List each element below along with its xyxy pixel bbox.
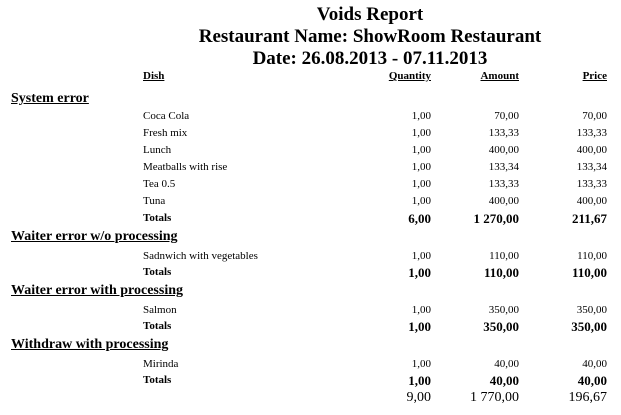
dish-name: Coca Cola — [143, 110, 190, 122]
quantity-value: 1,00 — [411, 358, 431, 370]
quantity-value: 1,00 — [411, 127, 431, 139]
group-title-withdraw-with-processing: Withdraw with processing — [11, 337, 169, 352]
dish-name: Lunch — [143, 144, 172, 156]
group-title-waiter-error-wo-processing: Waiter error w/o processing — [11, 229, 178, 244]
dish-name: Fresh mix — [143, 127, 188, 139]
column-header-dish: Dish — [143, 70, 165, 82]
totals-quantity: 1,00 — [408, 265, 431, 280]
amount-value: 133,33 — [488, 178, 519, 190]
quantity-value: 1,00 — [411, 110, 431, 122]
totals-amount: 350,00 — [483, 319, 519, 334]
price-value: 70,00 — [582, 110, 607, 122]
dish-name: Salmon — [143, 304, 177, 316]
dish-name: Tea 0.5 — [143, 178, 176, 190]
report-title: Voids Report — [316, 4, 424, 25]
price-value: 400,00 — [576, 195, 607, 207]
table-row — [0, 110, 621, 127]
quantity-value: 1,00 — [411, 304, 431, 316]
totals-amount: 40,00 — [489, 373, 519, 388]
grand-total-amount: 1 770,00 — [470, 390, 519, 405]
amount-value: 40,00 — [494, 358, 519, 370]
dish-name: Sadnwich with vegetables — [143, 250, 258, 262]
table-row — [0, 358, 621, 375]
grand-total-quantity: 9,00 — [406, 390, 431, 405]
quantity-value: 1,00 — [411, 250, 431, 262]
amount-value: 110,00 — [489, 250, 519, 262]
totals-amount: 1 270,00 — [473, 211, 519, 226]
grand-total-row — [0, 390, 621, 408]
totals-quantity: 6,00 — [408, 211, 431, 226]
amount-value: 133,33 — [488, 127, 519, 139]
totals-quantity: 1,00 — [408, 373, 431, 388]
group-title-system-error: System error — [11, 91, 89, 106]
totals-row — [0, 266, 621, 283]
report-date-range: Date: 26.08.2013 - 07.11.2013 — [252, 48, 488, 69]
column-header-price: Price — [582, 70, 607, 82]
totals-price: 40,00 — [577, 373, 607, 388]
amount-value: 70,00 — [494, 110, 519, 122]
totals-row — [0, 374, 621, 391]
quantity-value: 1,00 — [411, 161, 431, 173]
table-row — [0, 250, 621, 267]
totals-label: Totals — [143, 374, 172, 386]
group-title-waiter-error-with-processing: Waiter error with processing — [11, 283, 183, 298]
column-header-amount: Amount — [480, 70, 519, 82]
price-value: 133,33 — [576, 178, 607, 190]
price-value: 400,00 — [576, 144, 607, 156]
totals-quantity: 1,00 — [408, 319, 431, 334]
totals-price: 110,00 — [571, 265, 607, 280]
quantity-value: 1,00 — [411, 195, 431, 207]
table-row — [0, 178, 621, 195]
totals-label: Totals — [143, 320, 172, 332]
dish-name: Mirinda — [143, 358, 179, 370]
amount-value: 133,34 — [488, 161, 519, 173]
table-row — [0, 127, 621, 144]
dish-name: Meatballs with rise — [143, 161, 228, 173]
restaurant-name: Restaurant Name: ShowRoom Restaurant — [198, 26, 542, 47]
totals-label: Totals — [143, 212, 172, 224]
amount-value: 400,00 — [488, 144, 519, 156]
totals-amount: 110,00 — [483, 265, 519, 280]
price-value: 40,00 — [582, 358, 607, 370]
dish-name: Tuna — [143, 195, 166, 207]
totals-label: Totals — [143, 266, 172, 278]
amount-value: 400,00 — [488, 195, 519, 207]
price-value: 133,33 — [576, 127, 607, 139]
quantity-value: 1,00 — [411, 178, 431, 190]
amount-value: 350,00 — [488, 304, 519, 316]
totals-price: 211,67 — [571, 211, 607, 226]
totals-row — [0, 212, 621, 229]
grand-total-price: 196,67 — [568, 390, 607, 405]
totals-row — [0, 320, 621, 337]
price-value: 133,34 — [576, 161, 607, 173]
price-value: 110,00 — [577, 250, 607, 262]
table-row — [0, 161, 621, 178]
totals-price: 350,00 — [571, 319, 607, 334]
table-row — [0, 144, 621, 161]
quantity-value: 1,00 — [411, 144, 431, 156]
table-row — [0, 304, 621, 321]
table-row — [0, 195, 621, 212]
column-header-quantity: Quantity — [388, 70, 431, 82]
price-value: 350,00 — [576, 304, 607, 316]
